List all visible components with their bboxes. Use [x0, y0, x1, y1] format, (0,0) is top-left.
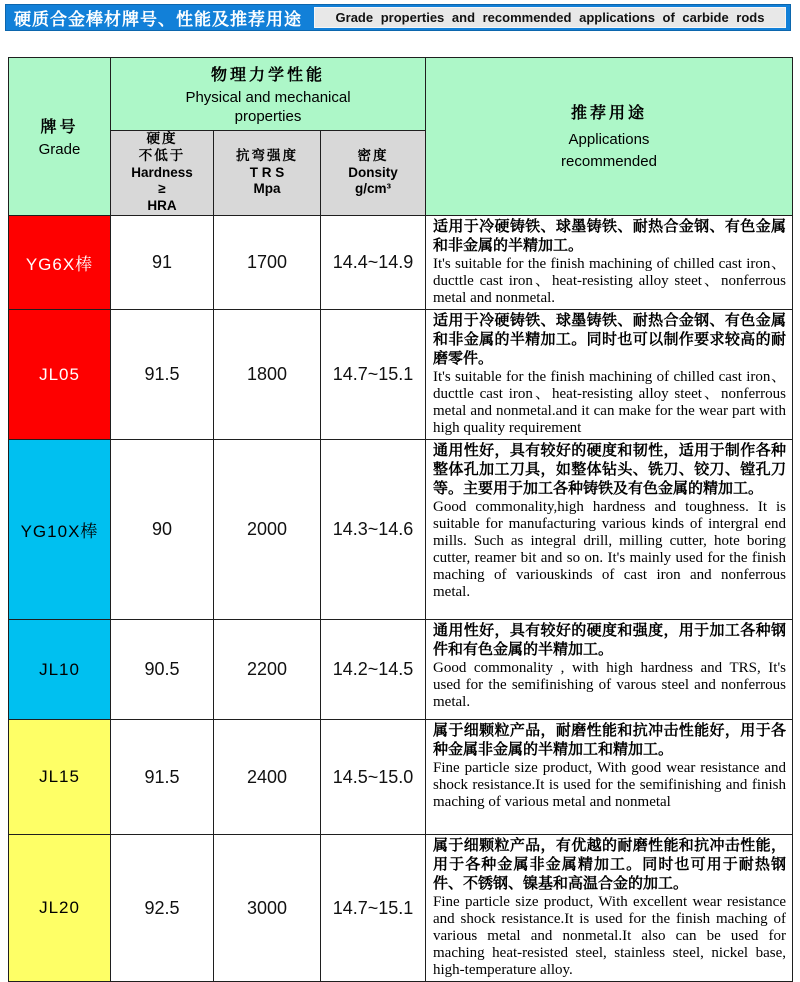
grade-cell: YG10X棒	[9, 440, 111, 620]
application-zh: 适用于冷硬铸铁、球墨铸铁、耐热合金钢、有色金属和非金属的半精加工。同时也可以制作要求较高的耐磨零件。	[433, 312, 786, 367]
density-value: 14.5~15.0	[321, 720, 426, 835]
header-applications-zh: 推荐用途	[570, 105, 647, 123]
hardness-value: 91.5	[111, 310, 214, 440]
grade-cell: JL05	[9, 310, 111, 440]
application-en: It's suitable for the finish machining of chilled cast iron、ducttle cast iron、heat-resisting alloy steet、nonferrous metal and nonmetal.	[433, 255, 786, 306]
grade-properties-table	[8, 57, 793, 982]
header-hardness-line5: HRA	[147, 198, 177, 214]
application-cell	[426, 620, 793, 720]
header-grade-zh: 牌号	[40, 118, 79, 136]
page-title-chinese: 硬质合金棒材牌号、性能及推荐用途	[14, 10, 302, 29]
application-en: Good commonality , with high hardness and TRS, It's used for the semifinishing of varous steel and nonferrous metal.	[433, 659, 786, 711]
application-en: Good commonality,high hardness and toughness. It is suitable for manufacturing various kinds of intergral end mills. Such as integral drill, milling cutter, hote boring cutter, reamer bit and so on. It's mainly used for the finish maching of variouskinds of cast iron and nonferrous metal.	[433, 498, 786, 601]
header-hardness-cell	[111, 131, 214, 216]
application-en: Fine particle size product, With good wear resistance and shock resistance.It is used for the semifinishing and finish maching of various metal and nonmetal	[433, 759, 786, 811]
application-zh: 适用于冷硬铸铁、球墨铸铁、耐热合金钢、有色金属和非金属的半精加工。	[433, 218, 786, 254]
application-zh: 通用性好，具有较好的硬度和强度，用于加工各种钢件和有色金属的半精加工。	[433, 622, 786, 658]
header-applications-en-line2: recommended	[561, 153, 657, 170]
page-title-english: Grade properties and recommended applications of carbide rods	[335, 10, 765, 25]
hardness-value: 91.5	[111, 720, 214, 835]
grade-cell: JL10	[9, 620, 111, 720]
application-en: It's suitable for the finish machining of chilled cast iron、ducttle cast iron、heat-resisting alloy steet、nonferrous metal and nonmetal.and it can make for the wear part with high quality requirement	[433, 368, 786, 437]
hardness-value: 90	[111, 440, 214, 620]
header-hardness-line3: Hardness	[131, 164, 193, 180]
page-title-english-box	[314, 7, 786, 28]
header-trs-line3: Mpa	[253, 181, 281, 197]
grade-cell: JL15	[9, 720, 111, 835]
table-row	[9, 310, 793, 440]
header-density-line1: 密度	[357, 147, 389, 163]
header-physical-cell	[111, 58, 426, 131]
header-physical-zh: 物理力学性能	[210, 66, 325, 84]
trs-value: 2200	[214, 620, 321, 720]
application-zh: 属于细颗粒产品，有优越的耐磨性能和抗冲击性能，用于各种金属非金属精加工。同时也可用于耐热钢件、不锈钢、镍基和高温合金的加工。	[433, 837, 786, 892]
header-trs-cell	[214, 131, 321, 216]
trs-value: 1700	[214, 216, 321, 310]
title-bar	[5, 4, 791, 31]
table-row	[9, 620, 793, 720]
application-cell	[426, 440, 793, 620]
table-row	[9, 835, 793, 982]
trs-value: 3000	[214, 835, 321, 982]
density-value: 14.4~14.9	[321, 216, 426, 310]
application-cell	[426, 216, 793, 310]
application-zh: 通用性好，具有较好的硬度和韧性，适用于制作各种整体孔加工刀具，如整体钻头、铣刀、铰刀、镗孔刀等。主要用于加工各种铸铁及有色金属的精加工。	[433, 442, 786, 497]
application-zh: 属于细颗粒产品，耐磨性能和抗冲击性能好，用于各种金属非金属的半精加工和精加工。	[433, 722, 786, 758]
trs-value: 2400	[214, 720, 321, 835]
application-cell	[426, 720, 793, 835]
header-hardness-line2: 不低于	[138, 147, 186, 163]
header-grade-cell	[9, 58, 111, 216]
header-hardness-line4: ≥	[158, 181, 166, 197]
header-applications-en-line1: Applications	[568, 131, 650, 149]
header-density-line3: g/cm³	[354, 181, 391, 197]
density-value: 14.7~15.1	[321, 310, 426, 440]
header-row-top	[9, 58, 793, 131]
density-value: 14.2~14.5	[321, 620, 426, 720]
grade-cell: JL20	[9, 835, 111, 982]
application-en: Fine particle size product, With excellent wear resistance and shock resistance.It is used for the finish maching of various metal and nonmetal.It also can be used for maching heat-resisted steel, stainless steel, nickel base, high-temperature alloy.	[433, 893, 786, 979]
table-row	[9, 720, 793, 835]
hardness-value: 91	[111, 216, 214, 310]
density-value: 14.7~15.1	[321, 835, 426, 982]
header-applications-cell	[426, 58, 793, 216]
application-cell	[426, 835, 793, 982]
hardness-value: 92.5	[111, 835, 214, 982]
trs-value: 1800	[214, 310, 321, 440]
header-grade-en: Grade	[38, 140, 81, 158]
header-hardness-line1: 硬度	[146, 131, 178, 147]
grade-cell: YG6X棒	[9, 216, 111, 310]
header-density-line2: Donsity	[348, 164, 398, 180]
hardness-value: 90.5	[111, 620, 214, 720]
application-cell	[426, 310, 793, 440]
density-value: 14.3~14.6	[321, 440, 426, 620]
header-trs-line2: T R S	[249, 164, 285, 180]
header-trs-line1: 抗弯强度	[236, 147, 298, 163]
header-density-cell	[321, 131, 426, 216]
table-row	[9, 216, 793, 310]
table-row	[9, 440, 793, 620]
header-physical-en: Physical and mechanical properties	[185, 88, 351, 125]
trs-value: 2000	[214, 440, 321, 620]
header-applications-en	[426, 129, 792, 173]
